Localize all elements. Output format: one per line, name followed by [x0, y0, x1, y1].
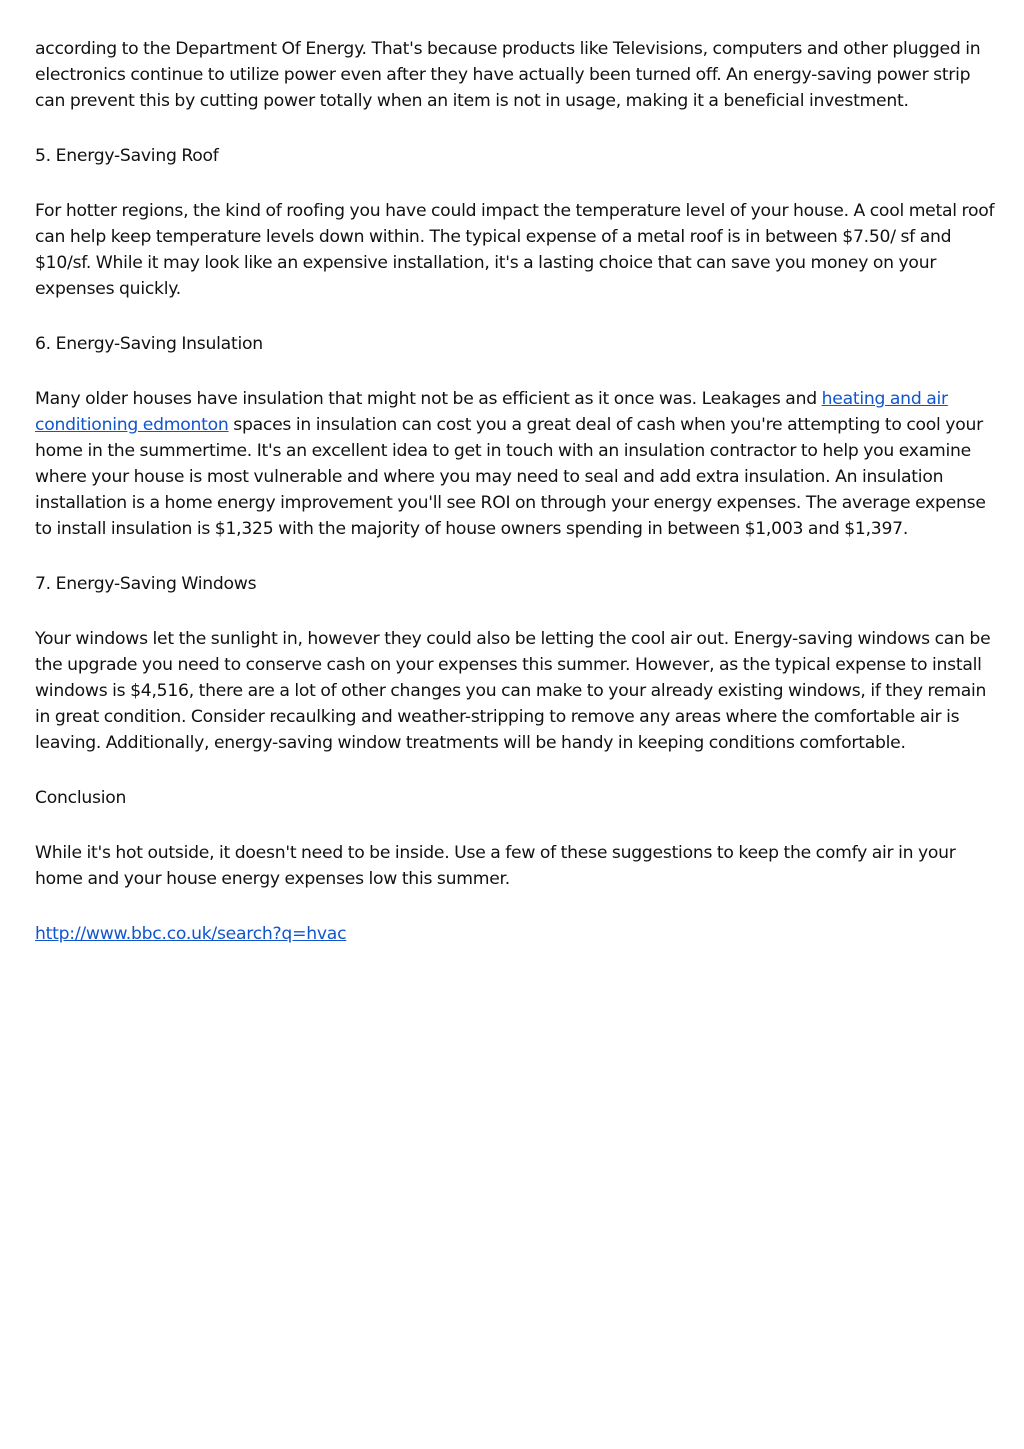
footer-link-paragraph: [35, 921, 995, 947]
windows-paragraph: Your windows let the sunlight in, however they could also be letting the cool air out. Energy-saving windows can be the upgrade you need to conserve cash on your expenses this summer. However, as the typical expense to install windows is $4,516, there are a lot of other changes you can make to your already existing windows, if they remain in great condition. Consider recaulking and weather-stripping to remove any areas where the comfortable air is leaving. Additionally, energy-saving window treatments will be handy in keeping conditions comfortable.: [35, 629, 991, 753]
roof-paragraph: For hotter regions, the kind of roofing you have could impact the temperature level of your house. A cool metal roof can help keep temperature levels down within. The typical expense of a metal roof is in between $7.50/ sf and $10/sf. While it may look like an expensive installation, it's a lasting choice that can save you money on your expenses quickly.: [35, 201, 995, 299]
insulation-text-before-link: Many older houses have insulation that might not be as efficient as it once was. Leakages and: [35, 389, 822, 409]
bbc-search-link[interactable]: http://www.bbc.co.uk/search?q=hvac: [35, 924, 347, 944]
heading-energy-saving-windows: 7. Energy-Saving Windows: [35, 574, 257, 594]
insulation-paragraph: [35, 386, 995, 542]
insulation-text-after-link: spaces in insulation can cost you a great deal of cash when you're attempting to cool your home in the summertime. It's an excellent idea to get in touch with an insulation contractor to help you examine where your house is most vulnerable and where you may need to seal and add extra insulation. An insulation installation is a home energy improvement you'll see ROI on through your energy expenses. The average expense to install insulation is $1,325 with the majority of house owners spending in between $1,003 and $1,397.: [35, 415, 986, 539]
heading-energy-saving-insulation: 6. Energy-Saving Insulation: [35, 334, 263, 354]
heating-air-conditioning-link[interactable]: heating and air conditioning edmonton: [35, 389, 948, 435]
conclusion-paragraph: While it's hot outside, it doesn't need to be inside. Use a few of these suggestions to keep the comfy air in your home and your house energy expenses low this summer.: [35, 843, 956, 889]
heading-energy-saving-roof: 5. Energy-Saving Roof: [35, 146, 219, 166]
document-page: [35, 36, 995, 976]
heading-conclusion: Conclusion: [35, 788, 127, 808]
intro-paragraph: according to the Department Of Energy. That's because products like Televisions, computers and other plugged in electronics continue to utilize power even after they have actually been turned off. An energy-saving power strip can prevent this by cutting power totally when an item is not in usage, making it a beneficial investment.: [35, 39, 981, 111]
